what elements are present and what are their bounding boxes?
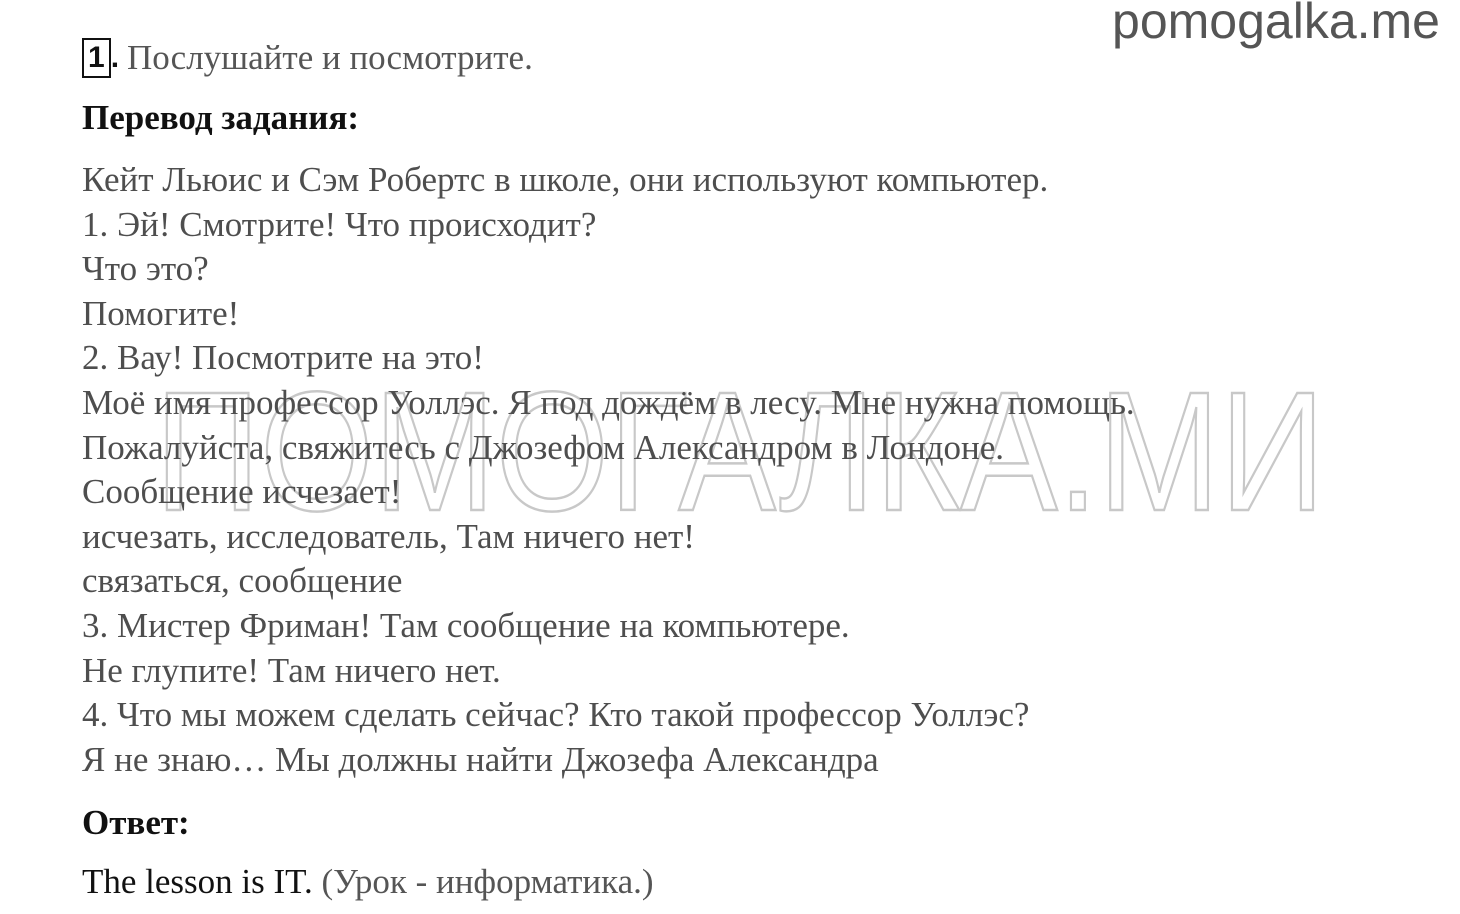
translation-line: Я не знаю… Мы должны найти Джозефа Александра [82,739,879,779]
task-title: Послушайте и посмотрите. [127,38,533,77]
translation-line: 2. Вау! Посмотрите на это! [82,338,484,378]
translation-line: Не глупите! Там ничего нет. [82,650,501,690]
watermark-text: ПОМОГАЛКА.МИ [155,378,1325,528]
translation-line: 1. Эй! Смотрите! Что происходит? [82,204,597,244]
translation-line: Кейт Льюис и Сэм Робертс в школе, они используют компьютер. [82,160,1049,199]
translation-line: Моё имя профессор Уоллэс. Я под дождём в лесу. Мне нужна помощь. [82,382,1135,422]
answer-russian: (Урок - информатика.) [321,862,654,901]
translation-line: 3. Мистер Фриман! Там сообщение на компьютере. [82,605,850,645]
answer-heading: Ответ: [82,803,190,842]
translation-line: связаться, сообщение [82,561,403,601]
answer-english: The lesson is IT. [82,862,313,901]
translation-line: Что это? [82,249,209,289]
translation-line: исчезать, исследователь, Там ничего нет! [82,516,695,556]
translation-line: Пожалуйста, свяжитесь с Джозефом Александром в Лондоне. [82,427,1005,467]
answer-text [82,862,654,902]
task-number-dot: . [110,41,120,74]
site-logo: pomogalka.me [1112,0,1440,49]
translation-line: Помогите! [82,293,240,333]
task-number-box: 1 [82,38,111,78]
translation-heading: Перевод задания: [82,98,360,137]
translation-line: 4. Что мы можем сделать сейчас? Кто такой профессор Уоллэс? [82,695,1030,735]
task-header [82,36,533,80]
translation-line: Сообщение исчезает! [82,472,402,512]
translation-text [82,158,1135,782]
